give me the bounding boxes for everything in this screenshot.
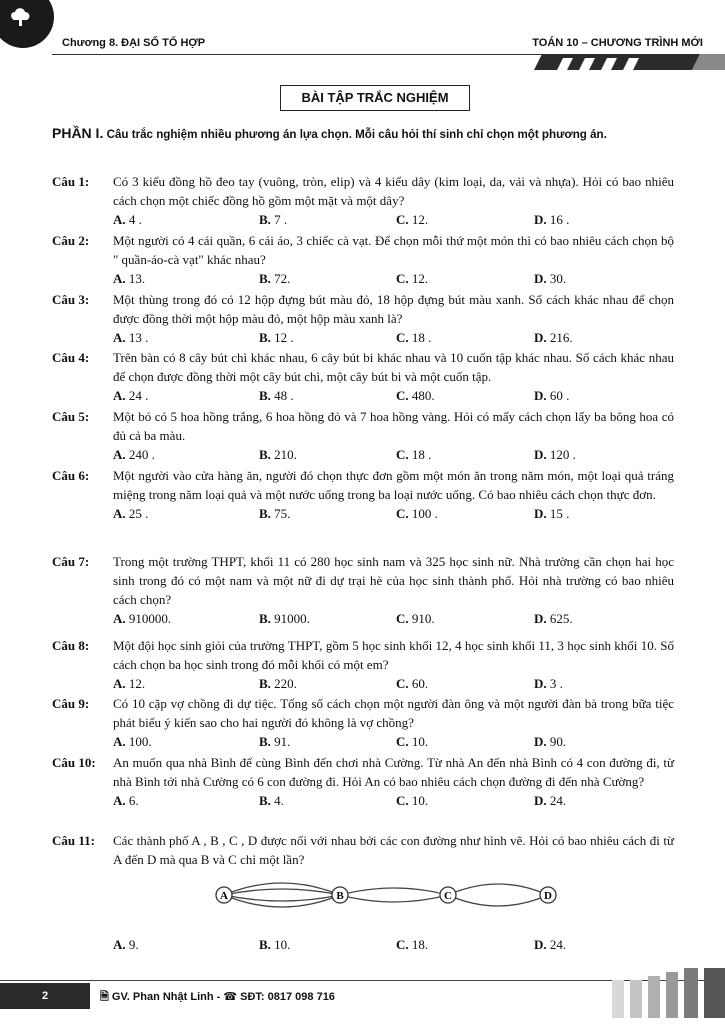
question-text: Trên bàn có 8 cây bút chì khác nhau, 6 cây bút bi khác nhau và 10 cuốn tập khác nhau. Số cách khác nhau để chọn được đồng thời một cây bút chì, một cây bút bi và một cuốn tập. <box>113 350 674 384</box>
option-key: C. <box>396 330 409 345</box>
option-a[interactable] <box>113 674 145 693</box>
option-key: A. <box>113 793 126 808</box>
option-c[interactable] <box>396 674 428 693</box>
option-c[interactable] <box>396 935 428 954</box>
header-stripes <box>0 0 725 80</box>
option-value: 480. <box>411 388 435 403</box>
option-key: D. <box>534 611 547 626</box>
answer-options <box>113 791 674 810</box>
option-b[interactable] <box>259 935 290 954</box>
question-label: Câu 6: <box>52 468 90 483</box>
question-label: Câu 10: <box>52 755 96 770</box>
question-text: Một thùng trong đó có 12 hộp đựng bút màu đỏ, 18 hộp đựng bút màu xanh. Số cách khác nhau để chọn được đồng thời một hộp màu đỏ, một hộp màu xanh là? <box>113 292 674 326</box>
question-label: Câu 1: <box>52 174 90 189</box>
question-text: Một đội học sinh giỏi của trường THPT, gồm 5 học sinh khối 12, 4 học sinh khối 11, 3 học sinh khối 10. Số cách chọn ba học sinh trong đó mỗi khối có một em? <box>113 638 674 672</box>
option-b[interactable] <box>259 386 294 405</box>
option-c[interactable] <box>396 210 428 229</box>
option-a[interactable] <box>113 386 148 405</box>
option-d[interactable] <box>534 732 566 751</box>
option-value: 72. <box>274 271 291 286</box>
option-key: A. <box>113 447 126 462</box>
answer-options <box>113 445 674 464</box>
option-value: 18 . <box>411 447 432 462</box>
option-value: 16 . <box>549 212 570 227</box>
option-value: 12. <box>128 676 146 691</box>
option-key: B. <box>259 447 271 462</box>
option-value: 24 . <box>128 388 149 403</box>
option-value: 30. <box>549 271 567 286</box>
question-9 <box>52 694 674 751</box>
option-value: 9. <box>128 937 139 952</box>
option-c[interactable] <box>396 328 431 347</box>
option-value: 216. <box>549 330 573 345</box>
option-key: C. <box>396 506 409 521</box>
option-a[interactable] <box>113 210 142 229</box>
question-label: Câu 9: <box>52 696 90 711</box>
option-key: B. <box>259 506 271 521</box>
option-value: 91000. <box>274 611 310 626</box>
option-value: 240 . <box>128 447 155 462</box>
option-a[interactable] <box>113 609 171 628</box>
option-value: 18 . <box>411 330 432 345</box>
option-key: D. <box>534 937 547 952</box>
option-value: 91. <box>274 734 291 749</box>
question-3 <box>52 290 674 347</box>
option-key: C. <box>396 447 409 462</box>
graph-node-label: B <box>336 890 344 902</box>
phone-number: SĐT: 0817 098 716 <box>240 991 335 1003</box>
option-a[interactable] <box>113 269 145 288</box>
option-key: C. <box>396 388 409 403</box>
graph-node-label: C <box>444 890 452 902</box>
option-value: 60. <box>411 676 429 691</box>
page-number: 2 <box>0 983 90 1009</box>
option-d[interactable] <box>534 210 569 229</box>
option-key: D. <box>534 271 547 286</box>
option-key: B. <box>259 212 271 227</box>
option-value: 220. <box>274 676 297 691</box>
document-icon: 🗎 <box>100 991 109 1003</box>
option-b[interactable] <box>259 328 294 347</box>
option-key: A. <box>113 676 126 691</box>
part-heading <box>52 124 674 144</box>
option-d[interactable] <box>534 386 569 405</box>
option-value: 15 . <box>549 506 570 521</box>
teacher-name: GV. Phan Nhật Linh - <box>111 991 221 1003</box>
question-10 <box>52 753 674 810</box>
question-text: An muốn qua nhà Bình để cùng Bình đến chơi nhà Cường. Từ nhà An đến nhà Bình có 4 con đường đi, từ nhà Bình tới nhà Cường có 6 con đường đi. Hỏi An có bao nhiêu cách chọn đường đi đến nhà Cường? <box>113 755 674 789</box>
part-label: PHẦN I. <box>52 125 104 141</box>
option-value: 25 . <box>128 506 149 521</box>
answer-options <box>113 504 674 523</box>
option-key: B. <box>259 734 271 749</box>
option-d[interactable] <box>534 791 566 810</box>
option-a[interactable] <box>113 791 139 810</box>
option-value: 625. <box>549 611 573 626</box>
option-value: 24. <box>549 793 567 808</box>
option-d[interactable] <box>534 935 566 954</box>
option-value: 120 . <box>549 447 576 462</box>
option-key: A. <box>113 330 126 345</box>
city-road-graph <box>210 877 560 913</box>
option-a[interactable] <box>113 504 148 523</box>
option-value: 6. <box>128 793 139 808</box>
option-value: 7 . <box>274 212 288 227</box>
answer-options <box>113 386 674 405</box>
graph-node-label: D <box>544 890 552 902</box>
option-b[interactable] <box>259 732 290 751</box>
answer-options <box>113 210 674 229</box>
question-label: Câu 3: <box>52 292 90 307</box>
option-value: 18. <box>411 937 429 952</box>
option-d[interactable] <box>534 609 573 628</box>
option-b[interactable] <box>259 609 310 628</box>
question-text: Trong một trường THPT, khối 11 có 280 học sinh nam và 325 học sinh nữ. Nhà trường cần chọn hai học sinh trong đó có một nam và một nữ đi dự trại hè của học sinh thành phố. Hỏi nhà trường có bao nhiêu cách chọn? <box>113 554 674 607</box>
option-key: C. <box>396 734 409 749</box>
option-key: B. <box>259 271 271 286</box>
option-value: 13 . <box>128 330 149 345</box>
option-b[interactable] <box>259 210 287 229</box>
option-value: 12. <box>411 271 429 286</box>
option-key: B. <box>259 330 271 345</box>
option-d[interactable] <box>534 445 576 464</box>
course-title: TOÁN 10 – CHƯƠNG TRÌNH MỚI <box>532 37 703 49</box>
option-key: D. <box>534 388 547 403</box>
option-key: D. <box>534 212 547 227</box>
option-c[interactable] <box>396 445 431 464</box>
option-d[interactable] <box>534 674 563 693</box>
option-value: 3 . <box>549 676 563 691</box>
option-value: 75. <box>274 506 291 521</box>
option-key: C. <box>396 937 409 952</box>
option-a[interactable] <box>113 935 139 954</box>
option-key: A. <box>113 388 126 403</box>
option-c[interactable] <box>396 609 435 628</box>
option-d[interactable] <box>534 328 573 347</box>
graph-node-label: A <box>220 890 228 902</box>
footer-credit <box>100 988 335 1007</box>
option-b[interactable] <box>259 504 290 523</box>
option-key: B. <box>259 388 271 403</box>
option-b[interactable] <box>259 674 297 693</box>
option-value: 13. <box>128 271 146 286</box>
option-value: 100. <box>128 734 152 749</box>
part-text: Câu trắc nghiệm nhiều phương án lựa chọn. Mỗi câu hỏi thí sinh chỉ chọn một phương án. <box>106 128 607 141</box>
option-a[interactable] <box>113 445 155 464</box>
option-value: 910. <box>411 611 435 626</box>
option-key: D. <box>534 447 547 462</box>
option-c[interactable] <box>396 791 428 810</box>
answer-options <box>113 732 674 751</box>
question-label: Câu 5: <box>52 409 90 424</box>
option-key: D. <box>534 330 547 345</box>
option-key: B. <box>259 676 271 691</box>
answer-options <box>113 935 674 954</box>
question-8 <box>52 636 674 693</box>
option-value: 4. <box>274 793 284 808</box>
question-1 <box>52 172 674 229</box>
question-label: Câu 4: <box>52 350 90 365</box>
option-value: 24. <box>549 937 567 952</box>
option-value: 10. <box>274 937 291 952</box>
section-title: BÀI TẬP TRẮC NGHIỆM <box>280 85 470 111</box>
question-label: Câu 11: <box>52 833 95 848</box>
question-4 <box>52 348 674 405</box>
option-value: 10. <box>411 734 429 749</box>
option-key: C. <box>396 271 409 286</box>
option-b[interactable] <box>259 445 297 464</box>
option-a[interactable] <box>113 328 148 347</box>
option-b[interactable] <box>259 791 284 810</box>
question-text: Một người vào cửa hàng ăn, người đó chọn thực đơn gồm một món ăn trong năm món, một loại quả tráng miệng trong năm loại quả và một nước uống trong ba loại nước uống. Có bao nhiêu cách chọn thực đơn. <box>113 468 674 502</box>
option-a[interactable] <box>113 732 152 751</box>
option-value: 48 . <box>274 388 294 403</box>
option-value: 10. <box>411 793 429 808</box>
question-label: Câu 2: <box>52 233 90 248</box>
option-b[interactable] <box>259 269 290 288</box>
option-key: A. <box>113 611 126 626</box>
option-c[interactable] <box>396 732 428 751</box>
option-c[interactable] <box>396 269 428 288</box>
option-d[interactable] <box>534 504 569 523</box>
question-text: Các thành phố A , B , C , D được nối với nhau bởi các con đường như hình vẽ. Hỏi có bao nhiêu cách đi từ A đến D mà qua B và C chỉ một lần? <box>113 833 674 867</box>
option-key: D. <box>534 793 547 808</box>
option-key: C. <box>396 611 409 626</box>
option-key: B. <box>259 793 271 808</box>
answer-options <box>113 674 674 693</box>
question-label: Câu 7: <box>52 554 90 569</box>
option-value: 60 . <box>549 388 570 403</box>
option-key: A. <box>113 506 126 521</box>
option-d[interactable] <box>534 269 566 288</box>
chapter-title: Chương 8. ĐẠI SỐ TỔ HỢP <box>62 37 206 49</box>
option-c[interactable] <box>396 504 438 523</box>
option-key: A. <box>113 271 126 286</box>
phone-icon: ☎ <box>223 991 238 1003</box>
answer-options <box>113 328 674 347</box>
question-text: Có 3 kiểu đồng hồ đeo tay (vuông, tròn, elip) và 4 kiểu dây (kim loại, da, vải và nhựa). Hỏi có bao nhiêu cách chọn một chiếc đồng hồ gồm một mặt và một dây? <box>113 174 674 208</box>
option-value: 100 . <box>411 506 438 521</box>
option-key: B. <box>259 611 271 626</box>
question-text: Có 10 cặp vợ chồng đi dự tiệc. Tổng số cách chọn một người đàn ông và một người đàn bà trong bữa tiệc phát biểu ý kiến sao cho hai người đó không là vợ chồng? <box>113 696 674 730</box>
option-key: B. <box>259 937 271 952</box>
option-value: 90. <box>549 734 567 749</box>
question-text: Một bó có 5 hoa hồng trắng, 6 hoa hồng đỏ và 7 hoa hồng vàng. Hỏi có mấy cách chọn lấy ba bông hoa có đủ cả ba màu. <box>113 409 674 443</box>
option-key: D. <box>534 676 547 691</box>
option-value: 910000. <box>128 611 172 626</box>
option-key: D. <box>534 734 547 749</box>
option-key: C. <box>396 212 409 227</box>
option-key: A. <box>113 734 126 749</box>
option-value: 12 . <box>274 330 294 345</box>
question-7 <box>52 552 674 628</box>
option-value: 4 . <box>128 212 142 227</box>
option-key: A. <box>113 212 126 227</box>
footer-stripes <box>612 968 725 1018</box>
option-key: A. <box>113 937 126 952</box>
question-6 <box>52 466 674 523</box>
option-key: C. <box>396 676 409 691</box>
question-2 <box>52 231 674 288</box>
question-text: Một người có 4 cái quần, 6 cái áo, 3 chiếc cà vạt. Để chọn mỗi thứ một món thì có bao nhiêu cách chọn bộ " quần-áo-cà vạt" khác nhau? <box>113 233 674 267</box>
question-5 <box>52 407 674 464</box>
question-label: Câu 8: <box>52 638 90 653</box>
option-c[interactable] <box>396 386 435 405</box>
answer-options <box>113 269 674 288</box>
answer-options <box>113 609 674 628</box>
option-key: C. <box>396 793 409 808</box>
option-value: 210. <box>274 447 297 462</box>
option-value: 12. <box>411 212 429 227</box>
option-key: D. <box>534 506 547 521</box>
